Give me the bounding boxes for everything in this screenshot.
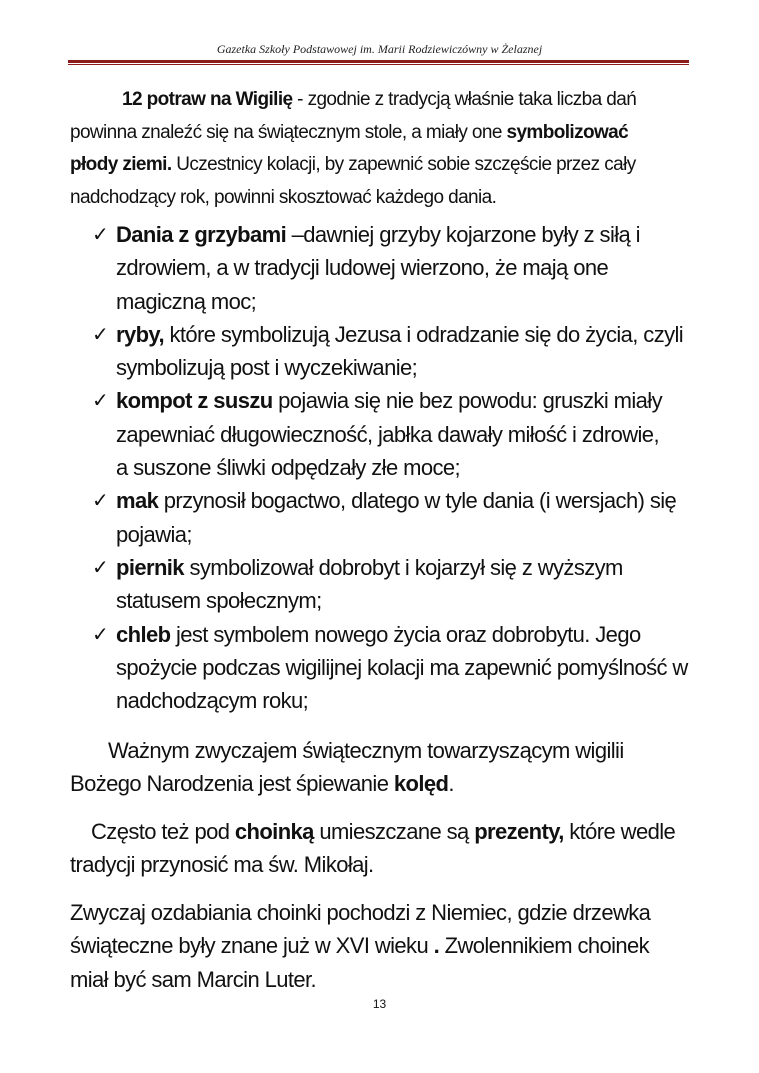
intro-text: - zgodnie z tradycją właśnie taka liczba dań xyxy=(292,89,637,110)
koledy-line-2 xyxy=(70,767,624,800)
checkmark-icon: ✓ xyxy=(92,554,109,579)
choinka-paragraph xyxy=(70,896,650,996)
intro-text: powinna znaleźć się na świątecznym stole, a miały one xyxy=(70,121,507,143)
prezenty-text: Często też pod xyxy=(91,819,235,844)
prezenty-bold: prezenty, xyxy=(474,819,564,844)
prezenty-paragraph xyxy=(70,815,675,882)
checklist-item-bold: ryby, xyxy=(116,321,164,347)
header-rule-thick xyxy=(68,60,689,63)
checklist-item xyxy=(92,618,712,718)
intro-paragraph xyxy=(70,84,700,214)
newsletter-header-title: Gazetka Szkoły Podstawowej im. Marii Rodziewiczówny w Żelaznej xyxy=(216,42,543,56)
checklist-line xyxy=(116,218,712,251)
prezenty-line-2: tradycji przynosić ma św. Mikołaj. xyxy=(70,852,374,878)
checklist-line xyxy=(116,618,712,651)
koledy-bold: kolęd xyxy=(393,771,449,797)
checklist-line: symbolizują post i wyczekiwanie; xyxy=(116,355,418,381)
checklist-item xyxy=(92,384,712,484)
checklist-item xyxy=(92,318,712,385)
checklist-line: zapewniać długowieczność, jabłka dawały miłość i zdrowie, xyxy=(116,421,659,447)
intro-bold-heading: 12 potraw na Wigilię xyxy=(122,89,293,110)
prezenty-bold: choinką xyxy=(234,819,314,844)
prezenty-line-1 xyxy=(70,815,675,848)
checkmark-icon: ✓ xyxy=(92,388,109,413)
koledy-text: . xyxy=(448,771,454,797)
page-number: 13 xyxy=(372,997,387,1011)
intro-text: Uczestnicy kolacji, by zapewnić sobie szczęście przez cały xyxy=(171,154,636,175)
checklist-line: zdrowiem, a w tradycji ludowej wierzono, że mają one xyxy=(116,255,609,281)
checklist-line xyxy=(116,318,712,351)
koledy-text: Bożego Narodzenia jest śpiewanie xyxy=(70,771,394,797)
prezenty-text: umieszczane są xyxy=(313,819,475,844)
checklist-line: magiczną moc; xyxy=(116,288,257,314)
checklist-line xyxy=(116,484,712,517)
intro-bold-text: płody ziemi. xyxy=(70,154,172,175)
checklist-item-text: przynosił bogactwo, dlatego w tyle dania (i wersjach) się xyxy=(158,488,677,514)
checklist-item-bold: piernik xyxy=(116,554,184,580)
checklist-item-text: symbolizował dobrobyt i kojarzył się z wyższym xyxy=(183,554,623,580)
dish-checklist xyxy=(92,218,712,717)
koledy-text: Ważnym zwyczajem świątecznym towarzyszącym wigilii xyxy=(108,738,624,763)
checklist-item-bold: chleb xyxy=(116,621,171,647)
koledy-paragraph xyxy=(70,734,624,801)
checklist-item xyxy=(92,218,712,318)
checklist-line: a suszone śliwki odpędzały złe moce; xyxy=(116,455,461,481)
checklist-item xyxy=(92,551,712,618)
checklist-item-bold: mak xyxy=(116,488,159,514)
intro-line-2 xyxy=(70,117,700,150)
intro-line-1 xyxy=(70,84,700,117)
checklist-line xyxy=(116,551,712,584)
header-rule-thin xyxy=(68,64,689,65)
checklist-line: nadchodzącym roku; xyxy=(116,688,309,714)
checklist-item-text: które symbolizują Jezusa i odradzanie się do życia, czyli xyxy=(163,321,684,347)
checklist-item-text: jest symbolem nowego życia oraz dobrobytu. Jego xyxy=(170,621,641,647)
intro-line-4: nadchodzący rok, powinni skosztować każdego dania. xyxy=(70,186,497,208)
checklist-line xyxy=(116,384,712,417)
checkmark-icon: ✓ xyxy=(92,488,109,513)
choinka-text: świąteczne były znane już w XVI wieku xyxy=(70,933,434,959)
checklist-line: statusem społecznym; xyxy=(116,588,322,614)
choinka-bold-period: . xyxy=(433,933,440,959)
koledy-line-1 xyxy=(70,734,624,767)
checkmark-icon: ✓ xyxy=(92,222,109,246)
checklist-line: pojawia; xyxy=(116,521,192,547)
checklist-item-bold: kompot z suszu xyxy=(116,388,273,414)
checklist-item xyxy=(92,484,712,551)
prezenty-text: które wedle xyxy=(563,819,676,844)
checklist-item-bold: Dania z grzybami xyxy=(116,222,287,247)
choinka-line-3: miał być sam Marcin Luter. xyxy=(70,966,317,992)
checklist-item-text: pojawia się nie bez powodu: gruszki miały xyxy=(272,388,662,414)
choinka-line-2 xyxy=(70,929,650,962)
checklist-line: spożycie podczas wigilijnej kolacji ma zapewnić pomyślność w xyxy=(116,654,688,680)
checkmark-icon: ✓ xyxy=(92,321,109,346)
intro-line-3 xyxy=(70,149,700,182)
choinka-text: Zwolennikiem choinek xyxy=(439,933,650,959)
checkmark-icon: ✓ xyxy=(92,621,109,646)
checklist-item-text: –dawniej grzyby kojarzone były z siłą i xyxy=(286,222,640,247)
intro-bold-text: symbolizować xyxy=(506,121,629,143)
choinka-line-1: Zwyczaj ozdabiania choinki pochodzi z Niemiec, gdzie drzewka xyxy=(70,900,651,925)
